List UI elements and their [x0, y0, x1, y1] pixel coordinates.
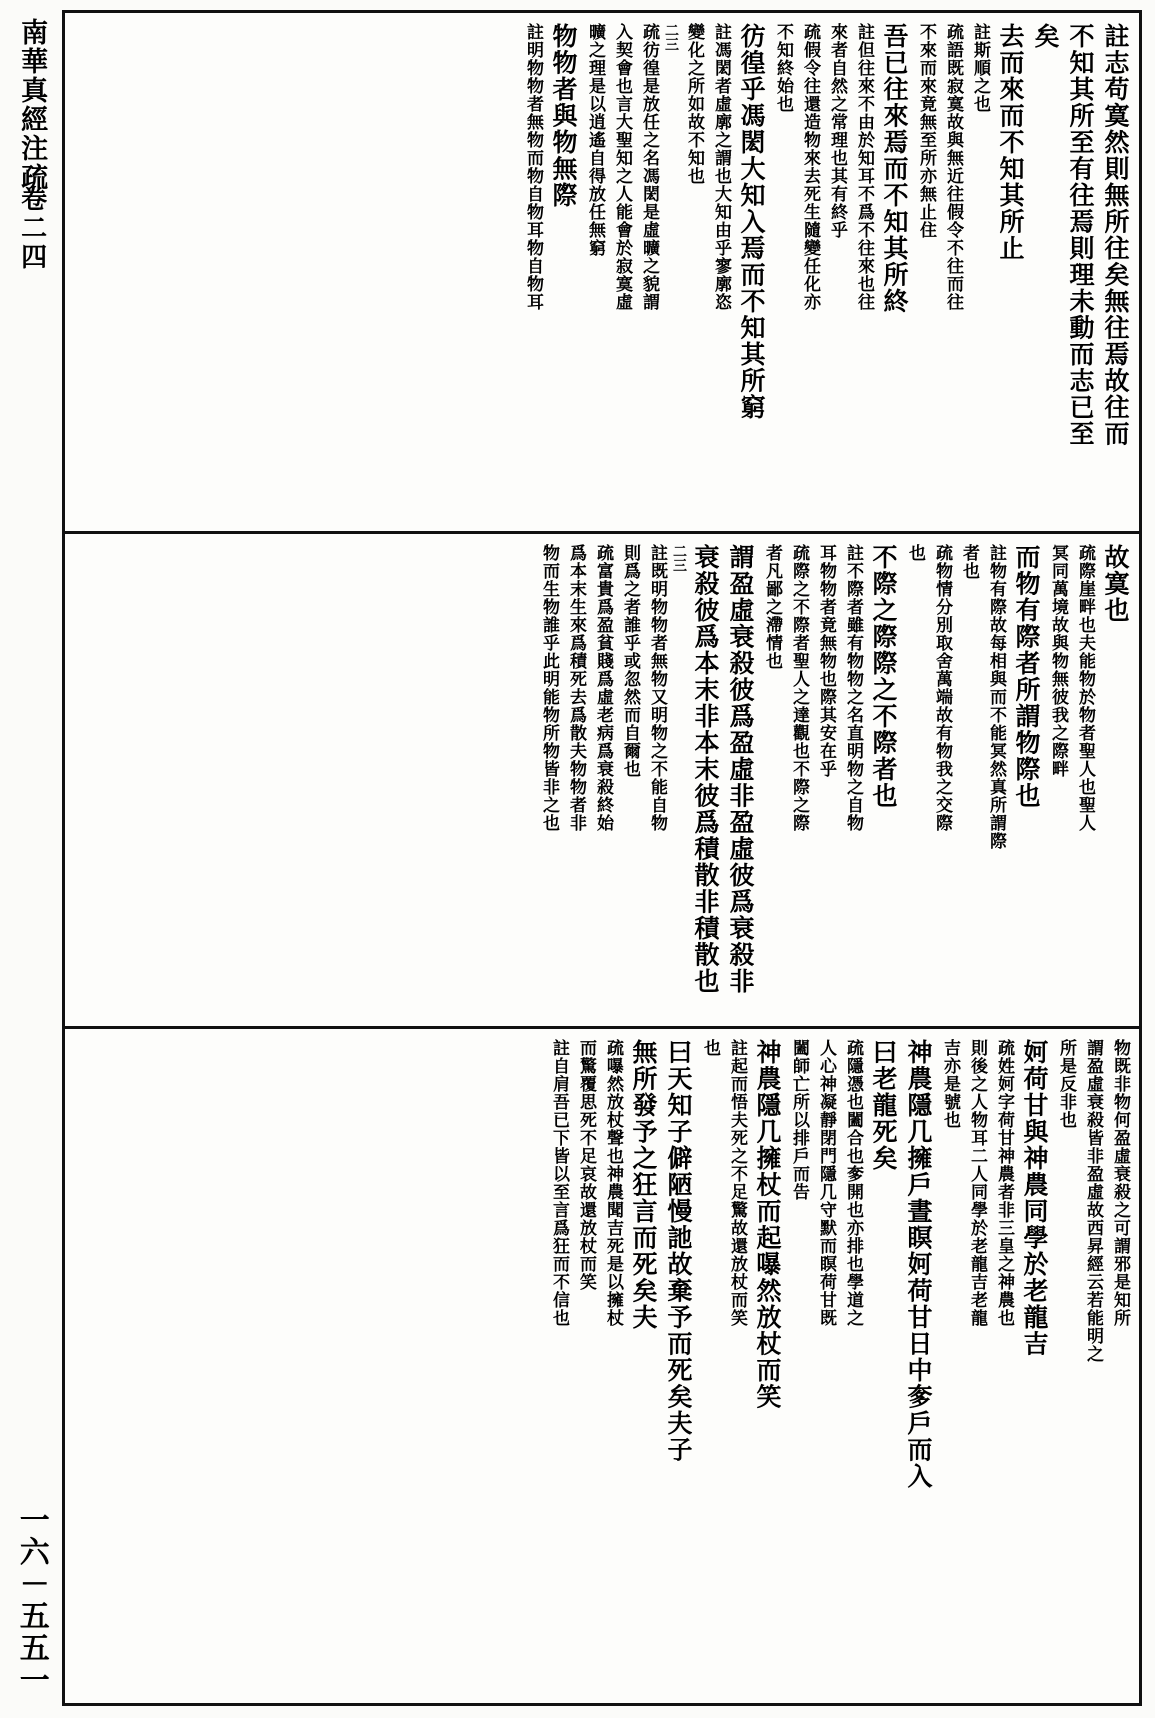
commentary-column: 也 [905, 544, 925, 562]
commentary-column: 疏際之不際者聖人之達觀也不際之際 [789, 544, 809, 832]
commentary-column: 疏姓妸字荷甘神農者非三皇之神農也 [994, 1039, 1014, 1327]
commentary-column: 疏際崖畔也夫能物於物者聖人也聖人 [1075, 544, 1095, 832]
folio-marker: 二三 [663, 23, 679, 51]
text-column: 去而來而不知其所止 [996, 23, 1025, 262]
text-frame [62, 10, 1142, 1706]
register-middle [65, 534, 1139, 1029]
commentary-column: 註明物物者無物而物自物耳物自物耳 [523, 23, 543, 311]
commentary-column: 爲本末生來爲積死去爲散夫物物者非 [566, 544, 586, 832]
commentary-column: 註斯順之也 [970, 23, 990, 113]
commentary-column: 疏物情分別取舍萬端故有物我之交際 [932, 544, 952, 832]
text-column: 矣 [1031, 23, 1060, 50]
page-number: 一六－五五一 [13, 1504, 49, 1696]
column-group-bottom [71, 1039, 1133, 1695]
text-column: 而物有際者所謂物際也 [1012, 544, 1041, 809]
column-group-middle [71, 544, 1133, 1018]
text-column: 彷徨乎馮閎大知入焉而不知其所窮 [737, 23, 766, 421]
commentary-column: 註物有際故每相與而不能冥然真所謂際 [986, 544, 1006, 850]
commentary-column: 疏隱憑也闔合也奓開也亦排也學道之 [843, 1039, 863, 1327]
text-column: 妸荷甘與神農同學於老龍吉 [1020, 1039, 1049, 1357]
commentary-column: 不知終始也 [773, 23, 793, 113]
commentary-column: 疏語既寂寞故與無近往假令不往而往 [943, 23, 963, 311]
register-bottom [65, 1029, 1139, 1703]
commentary-column: 而驚覆思死不足哀故還放杖而笑 [576, 1039, 596, 1291]
commentary-column: 物而生物誰乎此明能物所物皆非之也 [539, 544, 559, 832]
commentary-column: 不來而來竟無至所亦無止住 [916, 23, 936, 239]
commentary-column: 物既非物何盈虛衰殺之可謂邪是知所 [1110, 1039, 1130, 1327]
commentary-column: 則後之人物耳二人同學於老龍吉老龍 [967, 1039, 987, 1327]
commentary-column: 吉亦是號也 [940, 1039, 960, 1129]
register-top [65, 13, 1139, 534]
commentary-column: 所是反非也 [1056, 1039, 1076, 1129]
text-column: 註志苟寞然則無所往矣無往焉故往而 [1101, 23, 1130, 447]
commentary-column: 入契會也言大聖知之人能會於寂寞虛 [612, 23, 632, 311]
commentary-column: 註馮閎者虛廓之謂也大知由乎寥廓恣 [711, 23, 731, 311]
commentary-column: 註自肩吾已下皆以至言爲狂而不信也 [549, 1039, 569, 1327]
text-column: 神農隱几擁杖而起嚗然放杖而笑 [753, 1039, 782, 1410]
text-column: 無所發予之狂言而死矣夫 [629, 1039, 658, 1331]
commentary-column: 冥同萬境故與物無彼我之際畔 [1048, 544, 1068, 778]
text-column: 神農隱几擁戶晝瞑妸荷甘日中奓戶而入 [904, 1039, 933, 1490]
commentary-column: 者凡鄙之滯情也 [762, 544, 782, 670]
commentary-column: 謂盈虛衰殺皆非盈虛故西昇經云若能明之 [1083, 1039, 1103, 1363]
commentary-column: 來者自然之常理也其有終乎 [827, 23, 847, 239]
page-margin [0, 0, 62, 1718]
commentary-column: 註不際者雖有物物之名直明物之自物 [843, 544, 863, 832]
text-column: 物物者與物無際 [549, 23, 578, 209]
commentary-column: 註既明物物者無物又明物之不能自物 [647, 544, 667, 832]
commentary-column: 者也 [959, 544, 979, 580]
text-column: 衰殺彼爲本末非本末彼爲積散非積散也 [691, 544, 720, 995]
commentary-column: 耳物物者竟無物也際其安在乎 [816, 544, 836, 778]
text-column: 不知其所至有往焉則理未動而志已至 [1066, 23, 1095, 447]
commentary-column: 疏富貴爲盈貧賤爲虛老病爲衰殺終始 [593, 544, 613, 832]
column-group-top [71, 23, 1133, 523]
text-column: 曰老龍死矣 [869, 1039, 898, 1172]
text-column: 吾已往來焉而不知其所終 [880, 23, 909, 315]
margin-header [16, 18, 48, 192]
volume-label: 卷二四 [16, 184, 47, 272]
text-column: 不際之際際之不際者也 [869, 544, 898, 809]
commentary-column: 註起而悟夫死之不足驚故還放杖而笑 [727, 1039, 747, 1327]
commentary-column: 變化之所如故不知也 [684, 23, 704, 185]
commentary-column: 註但往來不由於知耳不爲不往來也往 [854, 23, 874, 311]
commentary-column: 則爲之者誰乎或忽然而自爾也 [620, 544, 640, 778]
book-title: 南華真經注疏 [16, 18, 48, 192]
commentary-column: 曠之理是以逍遙自得放任無窮 [585, 23, 605, 257]
folio-marker: 二三 [671, 544, 687, 572]
commentary-column: 人心神凝靜閉門隱几守默而瞑荷甘既 [816, 1039, 836, 1327]
commentary-column: 疏彷徨是放任之名馮閎是虛曠之貌謂 [639, 23, 659, 311]
text-column: 故寞也 [1101, 544, 1130, 624]
text-column: 曰天知子僻陋慢訑故棄予而死矣夫子 [664, 1039, 693, 1463]
commentary-column: 闔師亡所以排戶而告 [789, 1039, 809, 1201]
commentary-column: 也 [700, 1039, 720, 1057]
text-column: 謂盈虛衰殺彼爲盈虛非盈虛彼爲衰殺非 [726, 544, 755, 995]
commentary-column: 疏假令往還造物來去死生隨變任化亦 [800, 23, 820, 311]
commentary-column: 疏嚗然放杖聲也神農聞吉死是以擁杖 [603, 1039, 623, 1327]
